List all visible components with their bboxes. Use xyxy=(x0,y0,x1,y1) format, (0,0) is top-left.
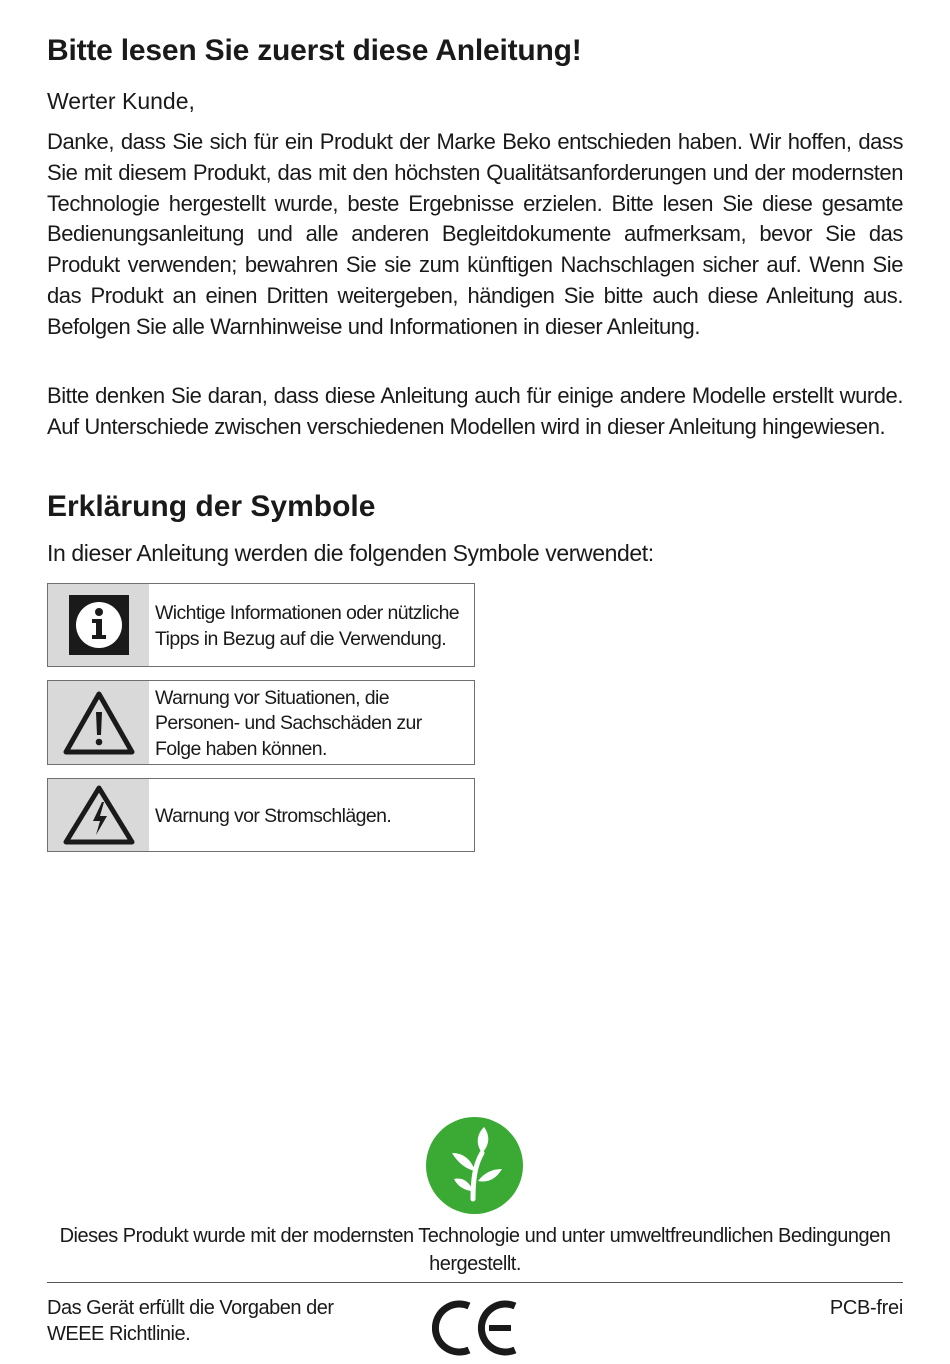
symbol-description: Wichtige Informationen oder nützliche Tipps in Bezug auf die Verwendung. xyxy=(155,602,460,650)
info-icon xyxy=(48,584,149,666)
warning-icon xyxy=(48,681,149,764)
symbols-heading: Erklärung der Symbole xyxy=(47,490,376,523)
weee-line-2: WEEE Richtlinie. xyxy=(47,1323,191,1345)
symbol-row-info xyxy=(47,583,475,667)
symbol-description: Warnung vor Situationen, die Personen- und Sachschäden zur Folge haben können. xyxy=(155,686,422,760)
intro-paragraph-2: Bitte denken Sie daran, dass diese Anleitung auch für einige andere Modelle erstellt wurde. Auf Unterschiede zwischen verschiedenen Modellen wird in dieser Anleitung hingewiesen. xyxy=(47,383,903,439)
symbol-description: Warnung vor Stromschlägen. xyxy=(155,804,392,827)
intro-paragraph-1: Danke, dass Sie sich für ein Produkt der Marke Beko entschieden haben. Wir hoffen, dass Sie mit diesem Produkt, das mit den höchsten Qualitätsanforderungen und der modernsten Technologie hergestellt wurde, beste Ergebnisse erzielen. Bitte lesen Sie diese gesamte Bedienungsanleitung und alle anderen Begleitdokumente aufmerksam, bevor Sie das Produkt verwenden; bewahren Sie sie zum künftigen Nachschlagen sicher auf. Wenn Sie das Produkt an einen Dritten weitergeben, händigen Sie bitte auch diese Anleitung aus. Befolgen Sie alle Warnhinweise und Informationen in dieser Anleitung. xyxy=(47,129,903,339)
symbols-intro: In dieser Anleitung werden die folgenden Symbole verwendet: xyxy=(47,540,654,566)
salutation: Werter Kunde, xyxy=(47,88,195,114)
symbol-row-electric xyxy=(47,778,475,852)
symbol-row-warning xyxy=(47,680,475,765)
weee-line-1: Das Gerät erfüllt die Vorgaben der xyxy=(47,1297,334,1319)
electric-shock-warning-icon xyxy=(48,779,149,851)
weee-statement xyxy=(47,1295,334,1347)
pcb-free-label: PCB-frei xyxy=(829,1297,903,1319)
leaf-icon xyxy=(426,1117,523,1214)
footer-divider xyxy=(47,1282,903,1283)
page-title: Bitte lesen Sie zuerst diese Anleitung! xyxy=(47,34,582,67)
ce-mark-icon xyxy=(432,1298,518,1358)
manual-page xyxy=(47,0,903,1364)
eco-statement: Dieses Produkt wurde mit der modernsten Technologie und unter umweltfreundlichen Bedingungen hergestellt. xyxy=(59,1225,891,1275)
